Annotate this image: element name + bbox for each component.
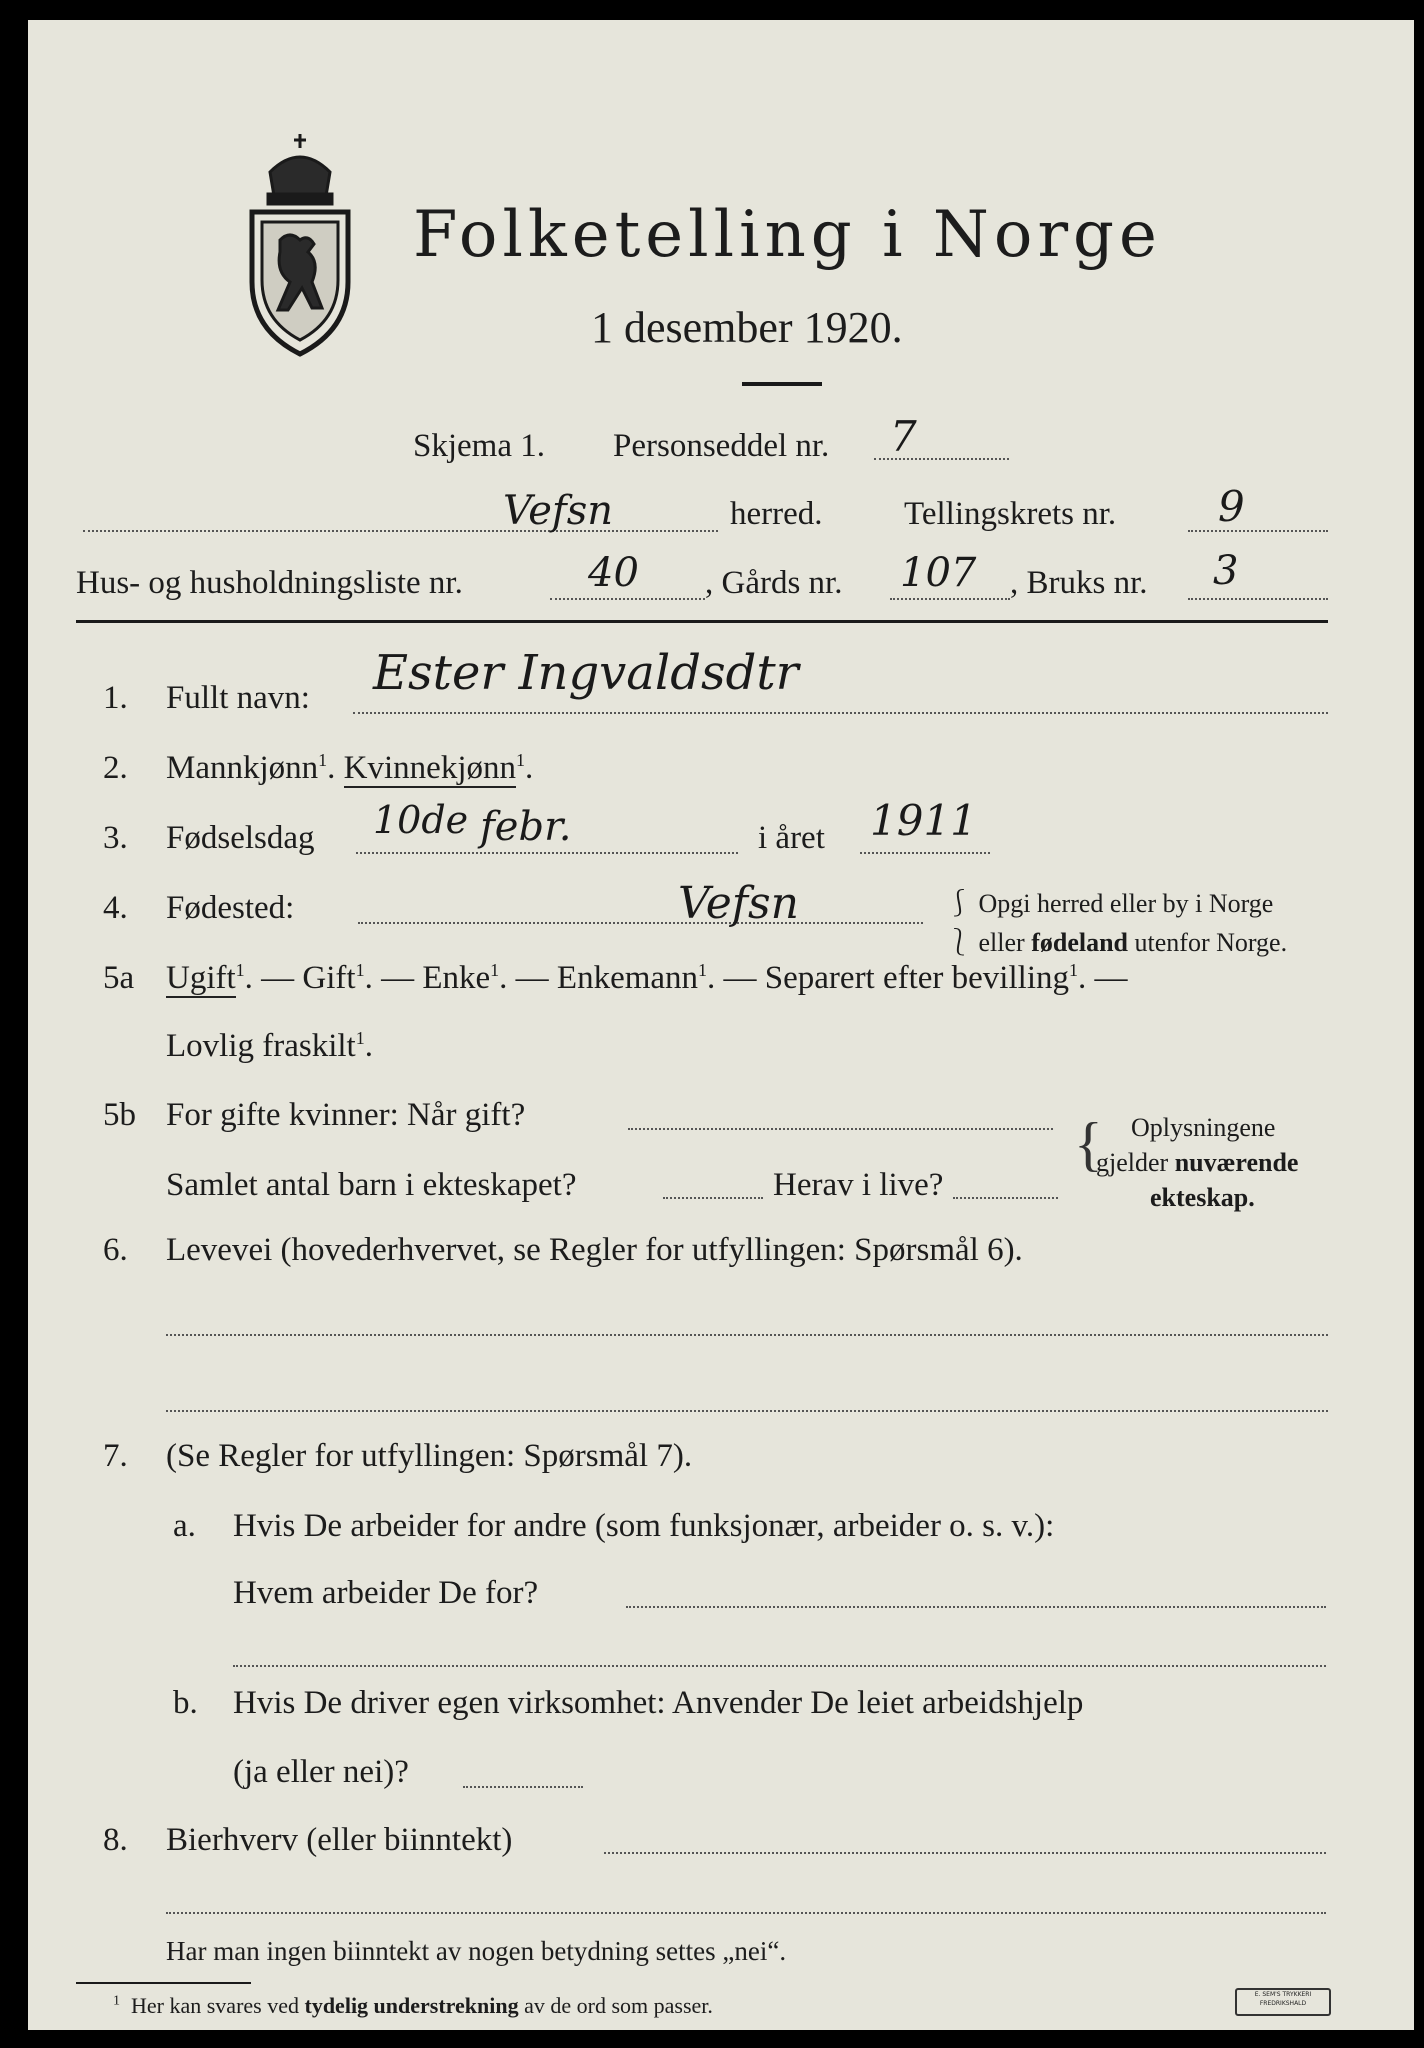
q7-label: (Se Regler for utfyllingen: Spørsmål 7). xyxy=(166,1438,693,1474)
herred-field[interactable] xyxy=(83,530,718,532)
tellingskrets-field[interactable] xyxy=(1188,530,1328,532)
q1-field[interactable] xyxy=(353,712,1328,714)
husliste-value: 40 xyxy=(588,550,639,596)
gards-label: , Gårds nr. xyxy=(705,565,843,601)
q2-number: 2. xyxy=(103,750,128,786)
q5a-number: 5a xyxy=(103,960,135,996)
personseddel-label: Personseddel nr. xyxy=(613,428,830,464)
q7b-line2: (ja eller nei)? xyxy=(233,1754,409,1790)
q5b-label1: For gifte kvinner: Når gift? xyxy=(166,1097,526,1133)
q5b-label2: Samlet antal barn i ekteskapet? xyxy=(166,1167,577,1203)
q3-date-field[interactable] xyxy=(356,852,738,854)
q6-label: Levevei (hovederhvervet, se Regler for utfyllingen: Spørsmål 6). xyxy=(166,1232,1023,1268)
q4-value: Vefsn xyxy=(678,878,799,929)
q6-field-line2[interactable] xyxy=(166,1410,1328,1412)
q7a-number: a. xyxy=(173,1508,196,1544)
tellingskrets-label: Tellingskrets nr. xyxy=(904,496,1117,532)
form-title: Folketelling i Norge xyxy=(413,198,1162,272)
q3-month-value: febr. xyxy=(480,804,572,850)
q7b-field[interactable] xyxy=(463,1786,583,1788)
q7a-field-line1[interactable] xyxy=(626,1606,1326,1608)
q8-field-line1[interactable] xyxy=(604,1852,1326,1854)
q7a-line2: Hvem arbeider De for? xyxy=(233,1575,539,1611)
footer-note: Har man ingen biinntekt av nogen betydning settes „nei“. xyxy=(166,1936,787,1966)
q7b-line1: Hvis De driver egen virksomhet: Anvender De leiet arbeidshjelp xyxy=(233,1685,1084,1721)
option-enke[interactable]: Enke xyxy=(422,960,491,996)
option-lovlig-fraskilt[interactable]: Lovlig fraskilt xyxy=(166,1028,356,1064)
personseddel-value: 7 xyxy=(890,412,917,461)
q3-day-value: 10de xyxy=(373,798,469,842)
form-date: 1 desember 1920. xyxy=(591,303,903,352)
option-gift[interactable]: Gift xyxy=(302,960,356,996)
herred-value: Vefsn xyxy=(503,488,613,534)
q7-number: 7. xyxy=(103,1438,128,1474)
q7a-line1: Hvis De arbeider for andre (som funksjonær, arbeider o. s. v.): xyxy=(233,1508,1055,1544)
coat-of-arms-emblem xyxy=(240,130,360,360)
printer-stamp: E. SEM'S TRYKKERI FREDRIKSHALD xyxy=(1235,1988,1331,2016)
q8-number: 8. xyxy=(103,1822,128,1858)
q5b-naar-gift-field[interactable] xyxy=(628,1128,1053,1130)
tellingskrets-value: 9 xyxy=(1218,482,1245,531)
q7b-number: b. xyxy=(173,1685,198,1721)
q4-note-line1: ⎰ Opgi herred eller by i Norge xyxy=(946,889,1274,918)
option-kvinnekjonn[interactable]: Kvinnekjønn xyxy=(343,750,516,786)
husliste-field[interactable] xyxy=(550,598,705,600)
q5b-antal-barn-field[interactable] xyxy=(663,1197,763,1199)
q5a-line2: Lovlig fraskilt$^1$. xyxy=(166,1028,373,1064)
gards-value: 107 xyxy=(900,550,977,596)
q5b-number: 5b xyxy=(103,1097,136,1133)
q2-options: Mannkjønn$^1$. Kvinnekjønn$^1$. xyxy=(166,750,534,786)
q3-year-label: i året xyxy=(758,820,825,856)
q1-value: Ester Ingvaldsdtr xyxy=(373,645,799,701)
q5b-note2: gjelder nuværende xyxy=(1096,1148,1299,1177)
q5b-i-live-field[interactable] xyxy=(953,1197,1058,1199)
census-form xyxy=(28,20,1414,2030)
bruks-label: , Bruks nr. xyxy=(1010,565,1148,601)
husliste-label: Hus- og husholdningsliste nr. xyxy=(76,565,463,601)
q3-year-field[interactable] xyxy=(860,852,990,854)
q4-number: 4. xyxy=(103,890,128,926)
q5b-note1: Oplysningene xyxy=(1131,1113,1276,1142)
q5b-label3: Herav i live? xyxy=(773,1167,944,1203)
option-separert[interactable]: Separert efter bevilling xyxy=(764,960,1069,996)
q8-label: Bierhverv (eller biinntekt) xyxy=(166,1822,513,1858)
option-enkemann[interactable]: Enkemann xyxy=(556,960,699,996)
q4-label: Fødested: xyxy=(166,890,295,926)
q3-year-value: 1911 xyxy=(870,796,977,845)
q6-number: 6. xyxy=(103,1232,128,1268)
q1-label: Fullt navn: xyxy=(166,680,310,716)
footnote: $^1$ Her kan svares ved tydelig understrekning av de ord som passer. xyxy=(113,1993,713,2018)
q8-field-line2[interactable] xyxy=(166,1912,1326,1914)
bruks-value: 3 xyxy=(1213,548,1239,594)
q5b-note3: ekteskap. xyxy=(1150,1183,1255,1212)
option-mannkjonn[interactable]: Mannkjønn xyxy=(166,750,319,786)
gards-field[interactable] xyxy=(890,598,1010,600)
q3-number: 3. xyxy=(103,820,128,856)
q3-label: Fødselsdag xyxy=(166,820,315,856)
herred-label: herred. xyxy=(730,496,823,532)
header-separator xyxy=(76,620,1328,623)
title-divider xyxy=(742,382,822,386)
q5b-brace: { xyxy=(1074,1111,1103,1177)
footnote-separator xyxy=(76,1982,251,1984)
bruks-field[interactable] xyxy=(1188,598,1328,600)
q4-note-line2: ⎱ eller fødeland utenfor Norge. xyxy=(946,928,1288,957)
q6-field-line1[interactable] xyxy=(166,1334,1328,1336)
option-ugift[interactable]: Ugift xyxy=(166,960,236,996)
skjema-label: Skjema 1. xyxy=(413,428,545,464)
q7a-field-line2[interactable] xyxy=(233,1665,1326,1667)
q1-number: 1. xyxy=(103,680,128,716)
q4-field[interactable] xyxy=(358,922,923,924)
q5a-options: Ugift$^1$. — Gift$^1$. — Enke$^1$. — Enkemann$^1$. — Separert efter bevilling$^1$. — xyxy=(166,960,1128,996)
